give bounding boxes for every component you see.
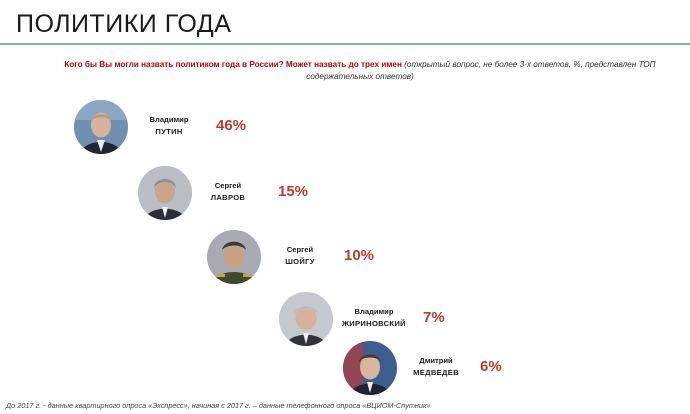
portrait-photo	[279, 292, 333, 346]
footnote: До 2017 г. - данные квартирного опроса «Экспресс», начиная с 2017 г. – данные телефонного опроса «ВЦИОМ-Спутник»	[6, 401, 431, 410]
survey-question	[40, 59, 680, 83]
percent-value: 10%	[344, 247, 375, 264]
person-name	[391, 355, 481, 379]
last-name: ЛАВРОВ	[210, 193, 246, 202]
title-divider	[0, 43, 690, 45]
last-name: МЕДВЕДЕВ	[413, 368, 459, 377]
percent-value: 7%	[423, 309, 445, 326]
last-name: ПУТИН	[155, 127, 183, 136]
first-name: Владимир	[149, 115, 189, 124]
question-text: Кого бы Вы могли назвать политиком года в России? Может назвать до трех имен	[64, 60, 402, 69]
portrait-photo	[207, 230, 261, 284]
person-name	[255, 244, 345, 268]
percent-value: 6%	[480, 358, 502, 375]
question-note: (открытый вопрос, не более 3-х ответов, %, представлен ТОП содержательных ответов)	[306, 60, 656, 81]
first-name: Сергей	[214, 181, 242, 190]
person-name	[124, 114, 214, 138]
person-name	[183, 180, 273, 204]
first-name: Владимир	[354, 307, 394, 316]
page-title: ПОЛИТИКИ ГОДА	[16, 10, 232, 38]
first-name: Сергей	[286, 245, 314, 254]
person-name	[329, 306, 419, 330]
portrait-photo	[343, 341, 397, 395]
last-name: ЖИРИНОВСКИЙ	[342, 319, 406, 328]
first-name: Дмитрий	[419, 356, 453, 365]
last-name: ШОЙГУ	[285, 257, 315, 266]
percent-value: 15%	[278, 183, 309, 200]
percent-value: 46%	[216, 117, 247, 134]
portrait-photo	[74, 100, 128, 154]
